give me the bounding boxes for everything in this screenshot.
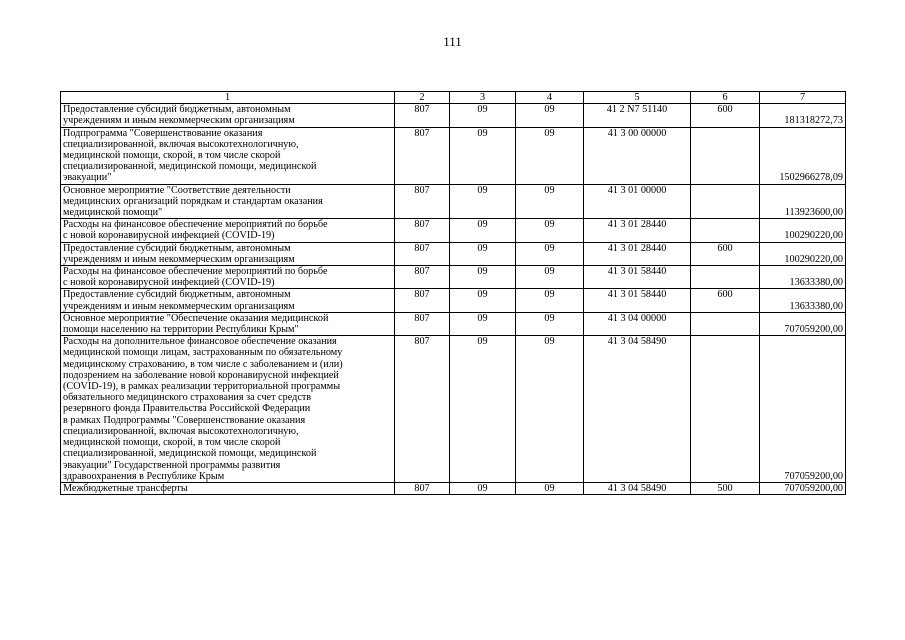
ministry-code-cell: 807: [395, 482, 450, 494]
header-cell: 6: [691, 92, 760, 104]
section-code-cell: 09: [450, 104, 516, 127]
amount-cell: 707059200,00: [760, 312, 846, 335]
target-article-cell: 41 3 01 58440: [584, 266, 691, 289]
amount-cell: 707059200,00: [760, 336, 846, 483]
expense-type-cell: [691, 219, 760, 242]
amount-cell: 13633380,00: [760, 289, 846, 312]
table-row: [61, 184, 846, 219]
subsection-code-cell: 09: [516, 184, 584, 219]
subsection-code-cell: 09: [516, 104, 584, 127]
target-article-cell: 41 3 04 58490: [584, 336, 691, 483]
expense-type-cell: [691, 312, 760, 335]
section-code-cell: 09: [450, 219, 516, 242]
target-article-cell: 41 3 00 00000: [584, 127, 691, 184]
header-cell: 2: [395, 92, 450, 104]
section-code-cell: 09: [450, 184, 516, 219]
row-name-cell: Расходы на дополнительное финансовое обеспечение оказания медицинской помощи лицам, застрахованным по обязательному медицинскому страхованию, в том числе с заболеванием и (или) подозрением на заболевание новой коронавирусной инфекцией (COVID-19), в рамках реализации территориальной программы обязательного медицинского страхования за счет средств резервного фонда Правительства Российской Федерации в рамках Подпрограммы "Совершенствование оказания специализированной, включая высокотехнологичную, медицинской помощи, скорой, в том числе скорой специализированной, медицинской помощи, медицинской эвакуации" Государственной программы развития здравоохранения в Республике Крым: [61, 336, 395, 483]
subsection-code-cell: 09: [516, 219, 584, 242]
section-code-cell: 09: [450, 482, 516, 494]
target-article-cell: 41 3 04 00000: [584, 312, 691, 335]
target-article-cell: 41 3 01 28440: [584, 219, 691, 242]
ministry-code-cell: 807: [395, 312, 450, 335]
amount-cell: 100290220,00: [760, 219, 846, 242]
subsection-code-cell: 09: [516, 336, 584, 483]
expense-type-cell: [691, 336, 760, 483]
target-article-cell: 41 3 04 58490: [584, 482, 691, 494]
section-code-cell: 09: [450, 312, 516, 335]
table-row: [61, 242, 846, 265]
amount-cell: 707059200,00: [760, 482, 846, 494]
subsection-code-cell: 09: [516, 482, 584, 494]
row-name-cell: Предоставление субсидий бюджетным, автономным учреждениям и иным некоммерческим организациям: [61, 104, 395, 127]
expense-type-cell: 600: [691, 242, 760, 265]
section-code-cell: 09: [450, 266, 516, 289]
subsection-code-cell: 09: [516, 289, 584, 312]
row-name-cell: Расходы на финансовое обеспечение мероприятий по борьбе с новой коронавирусной инфекцией (COVID-19): [61, 219, 395, 242]
ministry-code-cell: 807: [395, 219, 450, 242]
amount-cell: 181318272,73: [760, 104, 846, 127]
target-article-cell: 41 2 N7 51140: [584, 104, 691, 127]
header-cell: 5: [584, 92, 691, 104]
table-row: [61, 127, 846, 184]
section-code-cell: 09: [450, 289, 516, 312]
subsection-code-cell: 09: [516, 242, 584, 265]
table-row: [61, 104, 846, 127]
header-cell: 1: [61, 92, 395, 104]
ministry-code-cell: 807: [395, 104, 450, 127]
subsection-code-cell: 09: [516, 127, 584, 184]
row-name-cell: Основное мероприятие "Обеспечение оказания медицинской помощи населению на территории Республики Крым": [61, 312, 395, 335]
table-row: [61, 266, 846, 289]
row-name-cell: Межбюджетные трансферты: [61, 482, 395, 494]
amount-cell: 13633380,00: [760, 266, 846, 289]
target-article-cell: 41 3 01 28440: [584, 242, 691, 265]
amount-cell: 100290220,00: [760, 242, 846, 265]
expense-type-cell: 500: [691, 482, 760, 494]
table-row: [61, 482, 846, 494]
header-cell: 4: [516, 92, 584, 104]
page-number: 111: [443, 34, 462, 49]
subsection-code-cell: 09: [516, 266, 584, 289]
budget-table: [60, 91, 846, 495]
expense-type-cell: 600: [691, 104, 760, 127]
table-row: [61, 289, 846, 312]
table-row: [61, 219, 846, 242]
section-code-cell: 09: [450, 127, 516, 184]
expense-type-cell: [691, 266, 760, 289]
ministry-code-cell: 807: [395, 184, 450, 219]
expense-type-cell: [691, 184, 760, 219]
target-article-cell: 41 3 01 00000: [584, 184, 691, 219]
amount-cell: 113923600,00: [760, 184, 846, 219]
ministry-code-cell: 807: [395, 242, 450, 265]
ministry-code-cell: 807: [395, 336, 450, 483]
section-code-cell: 09: [450, 242, 516, 265]
expense-type-cell: 600: [691, 289, 760, 312]
expense-type-cell: [691, 127, 760, 184]
row-name-cell: Расходы на финансовое обеспечение мероприятий по борьбе с новой коронавирусной инфекцией (COVID-19): [61, 266, 395, 289]
row-name-cell: Предоставление субсидий бюджетным, автономным учреждениям и иным некоммерческим организациям: [61, 289, 395, 312]
table-header-row: [61, 92, 846, 104]
row-name-cell: Подпрограмма "Совершенствование оказания специализированной, включая высокотехнологичную, медицинской помощи, скорой, в том числе скорой специализированной, медицинской помощи, медицинской эвакуации": [61, 127, 395, 184]
section-code-cell: 09: [450, 336, 516, 483]
ministry-code-cell: 807: [395, 266, 450, 289]
row-name-cell: Предоставление субсидий бюджетным, автономным учреждениям и иным некоммерческим организациям: [61, 242, 395, 265]
subsection-code-cell: 09: [516, 312, 584, 335]
ministry-code-cell: 807: [395, 289, 450, 312]
table-row: [61, 312, 846, 335]
amount-cell: 1502966278,09: [760, 127, 846, 184]
row-name-cell: Основное мероприятие "Соответствие деятельности медицинских организаций порядкам и стандартам оказания медицинской помощи": [61, 184, 395, 219]
ministry-code-cell: 807: [395, 127, 450, 184]
table-row: [61, 336, 846, 483]
header-cell: 7: [760, 92, 846, 104]
target-article-cell: 41 3 01 58440: [584, 289, 691, 312]
header-cell: 3: [450, 92, 516, 104]
